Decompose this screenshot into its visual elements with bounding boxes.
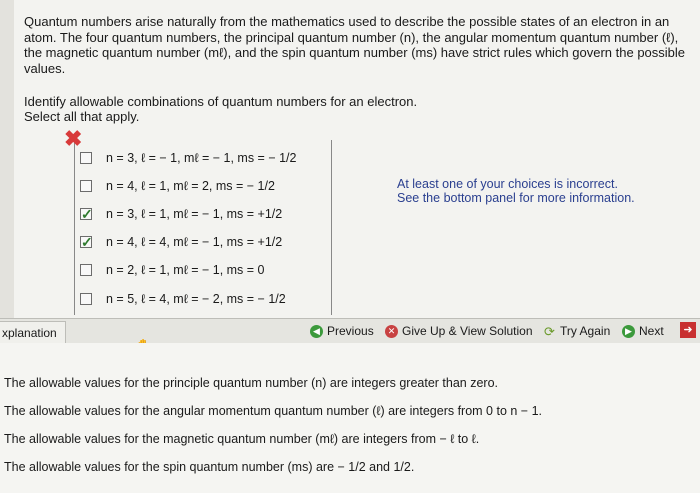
question-instruction — [24, 94, 624, 124]
arrow-left-circle-icon: ◀ — [310, 325, 323, 338]
try-again-button[interactable] — [543, 321, 610, 341]
choice-1[interactable] — [80, 148, 296, 168]
explanation-line-4: The allowable values for the spin quantum number (ms) are − 1/2 and 1/2. — [4, 460, 415, 474]
choice-3[interactable] — [80, 204, 282, 224]
explanation-line-3: The allowable values for the magnetic quantum number (mℓ) are integers from − ℓ to ℓ. — [4, 432, 480, 446]
choice-label: n = 2, ℓ = 1, mℓ = − 1, ms = 0 — [106, 263, 265, 277]
choice-label: n = 3, ℓ = − 1, mℓ = − 1, ms = − 1/2 — [106, 151, 297, 165]
exit-arrow-icon[interactable]: ➜ — [680, 322, 696, 338]
explanation-panel — [0, 343, 700, 493]
navigation-toolbar — [0, 318, 700, 344]
previous-label: Previous — [327, 324, 374, 338]
choice-checkbox[interactable] — [80, 293, 92, 305]
choice-checkbox[interactable] — [80, 264, 92, 276]
choice-6[interactable] — [80, 289, 286, 309]
choice-label: n = 4, ℓ = 4, mℓ = − 1, ms = +1/2 — [106, 235, 283, 249]
next-button[interactable] — [622, 321, 664, 341]
arrow-right-circle-icon: ▶ — [622, 325, 635, 338]
try-again-label: Try Again — [560, 324, 611, 338]
choice-label: n = 4, ℓ = 1, mℓ = 2, ms = − 1/2 — [106, 179, 275, 193]
choice-4[interactable] — [80, 232, 282, 252]
give-up-label: Give Up & View Solution — [402, 324, 533, 338]
tab-explanation[interactable]: xplanation — [0, 321, 66, 344]
give-up-button[interactable] — [385, 321, 533, 341]
incorrect-x-icon: ✖ — [64, 126, 83, 151]
explanation-line-1: The allowable values for the principle quantum number (n) are integers greater than zero. — [4, 376, 499, 390]
choice-5[interactable] — [80, 260, 265, 280]
feedback-message — [397, 177, 687, 205]
instruction-line-1: Identify allowable combinations of quantum numbers for an electron. — [24, 94, 418, 109]
choice-label: n = 3, ℓ = 1, mℓ = − 1, ms = +1/2 — [106, 207, 283, 221]
choice-label: n = 5, ℓ = 4, mℓ = − 2, ms = − 1/2 — [106, 292, 286, 306]
question-panel — [14, 0, 700, 320]
choice-checkbox[interactable] — [80, 180, 92, 192]
feedback-line-1: At least one of your choices is incorrect. — [397, 177, 618, 191]
choice-checkbox[interactable] — [80, 236, 92, 248]
question-intro: Quantum numbers arise naturally from the mathematics used to describe the possible states of an electron in an atom. The four quantum numbers, the principal quantum number (n), the angular momentum quantum number (ℓ), the magnetic quantum number (mℓ), and the spin quantum number (ms) have strict rules which govern the possible values. — [24, 14, 686, 76]
choice-2[interactable] — [80, 176, 275, 196]
x-circle-icon: ✕ — [385, 325, 398, 338]
choice-checkbox[interactable] — [80, 152, 92, 164]
explanation-line-2: The allowable values for the angular momentum quantum number (ℓ) are integers from 0 to n − 1. — [4, 404, 542, 418]
next-label: Next — [639, 324, 664, 338]
choice-checkbox[interactable] — [80, 208, 92, 220]
instruction-line-2: Select all that apply. — [24, 109, 140, 124]
refresh-icon: ⟳ — [544, 323, 555, 339]
feedback-line-2: See the bottom panel for more information. — [397, 191, 635, 205]
previous-button[interactable] — [310, 321, 374, 341]
